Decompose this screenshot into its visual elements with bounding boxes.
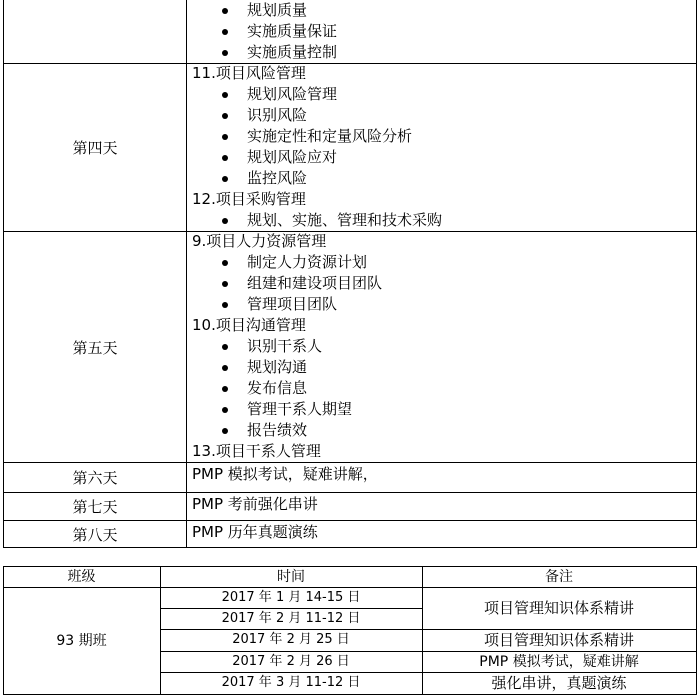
list-item: 识别风险: [247, 106, 308, 124]
section-heading: 12.项目采购管理: [192, 190, 306, 208]
bullet: [222, 176, 228, 182]
time-cell: 2017 年 2 月 26 日: [232, 654, 350, 669]
row-divider: [3, 63, 697, 64]
row-divider: [3, 492, 697, 493]
row-divider: [3, 462, 697, 463]
list-item: 规划风险应对: [247, 148, 338, 166]
class-table-border-top: [3, 566, 697, 567]
list-item: 管理项目团队: [247, 295, 338, 313]
list-item: 制定人力资源计划: [247, 253, 368, 271]
time-cell: 2017 年 2 月 11-12 日: [221, 611, 361, 626]
list-item: 发布信息: [247, 379, 308, 397]
list-item: 监控风险: [247, 169, 308, 187]
note-cell: PMP 模拟考试，疑难讲解: [479, 654, 639, 670]
list-item: 识别干系人: [247, 337, 323, 355]
list-item: 规划、实施、管理和技术采购: [247, 211, 443, 229]
row-divider: [160, 629, 697, 630]
bullet: [222, 428, 228, 434]
note-cell: 项目管理知识体系精讲: [483, 631, 634, 649]
time-cell: 2017 年 1 月 14-15 日: [221, 590, 361, 605]
list-item: 规划质量: [247, 1, 308, 19]
class-name: 93 期班: [56, 633, 107, 649]
bullet: [222, 113, 228, 119]
table-border-left: [3, 0, 4, 547]
table-border-mid: [186, 0, 187, 547]
day-content: PMP 历年真题演练: [192, 523, 318, 541]
section-heading: 10.项目沟通管理: [192, 316, 306, 334]
list-item: 管理干系人期望: [247, 400, 353, 418]
day-label: 第六天: [72, 469, 118, 487]
list-item: 实施定性和定量风险分析: [247, 127, 413, 145]
list-item: 实施质量保证: [247, 22, 338, 40]
header-time: 时间: [277, 569, 305, 585]
table-border-bottom: [3, 547, 697, 548]
section-heading: 9.项目人力资源管理: [192, 232, 327, 250]
bullet: [222, 260, 228, 266]
row-divider: [160, 672, 697, 673]
list-item: 实施质量控制: [247, 43, 338, 61]
bullet: [222, 8, 228, 14]
day-label: 第四天: [72, 139, 118, 157]
day-label: 第八天: [72, 526, 118, 544]
time-cell: 2017 年 3 月 11-12 日: [221, 675, 361, 690]
list-item: 规划风险管理: [247, 85, 338, 103]
header-note: 备注: [545, 569, 573, 585]
list-item: 报告绩效: [247, 421, 308, 439]
bullet: [222, 407, 228, 413]
bullet: [222, 302, 228, 308]
day-label: 第五天: [72, 339, 118, 357]
bullet: [222, 92, 228, 98]
table-border-right: [696, 0, 697, 547]
section-heading: 13.项目干系人管理: [192, 442, 321, 460]
note-cell: 项目管理知识体系精讲: [483, 599, 634, 617]
day-label: 第七天: [72, 498, 118, 516]
bullet: [222, 155, 228, 161]
section-heading: 11.项目风险管理: [192, 64, 306, 82]
bullet: [222, 344, 228, 350]
bullet: [222, 218, 228, 224]
note-cell: 强化串讲，真题演练: [491, 674, 627, 692]
class-table-border-right: [696, 566, 697, 695]
bullet: [222, 29, 228, 35]
row-divider: [3, 520, 697, 521]
list-item: 组建和建设项目团队: [247, 274, 383, 292]
day-content: PMP 模拟考试，疑难讲解，: [192, 465, 378, 483]
bullet: [222, 134, 228, 140]
list-item: 规划沟通: [247, 358, 308, 376]
bullet: [222, 281, 228, 287]
time-cell: 2017 年 2 月 25 日: [232, 632, 350, 647]
day-content: PMP 考前强化串讲: [192, 495, 318, 513]
bullet: [222, 50, 228, 56]
bullet: [222, 365, 228, 371]
row-divider: [160, 651, 697, 652]
class-table-border-bottom: [3, 694, 697, 695]
row-divider: [3, 231, 697, 232]
row-divider: [160, 608, 423, 609]
header-class: 班级: [67, 569, 96, 585]
bullet: [222, 386, 228, 392]
class-table-header-divider: [3, 587, 697, 588]
